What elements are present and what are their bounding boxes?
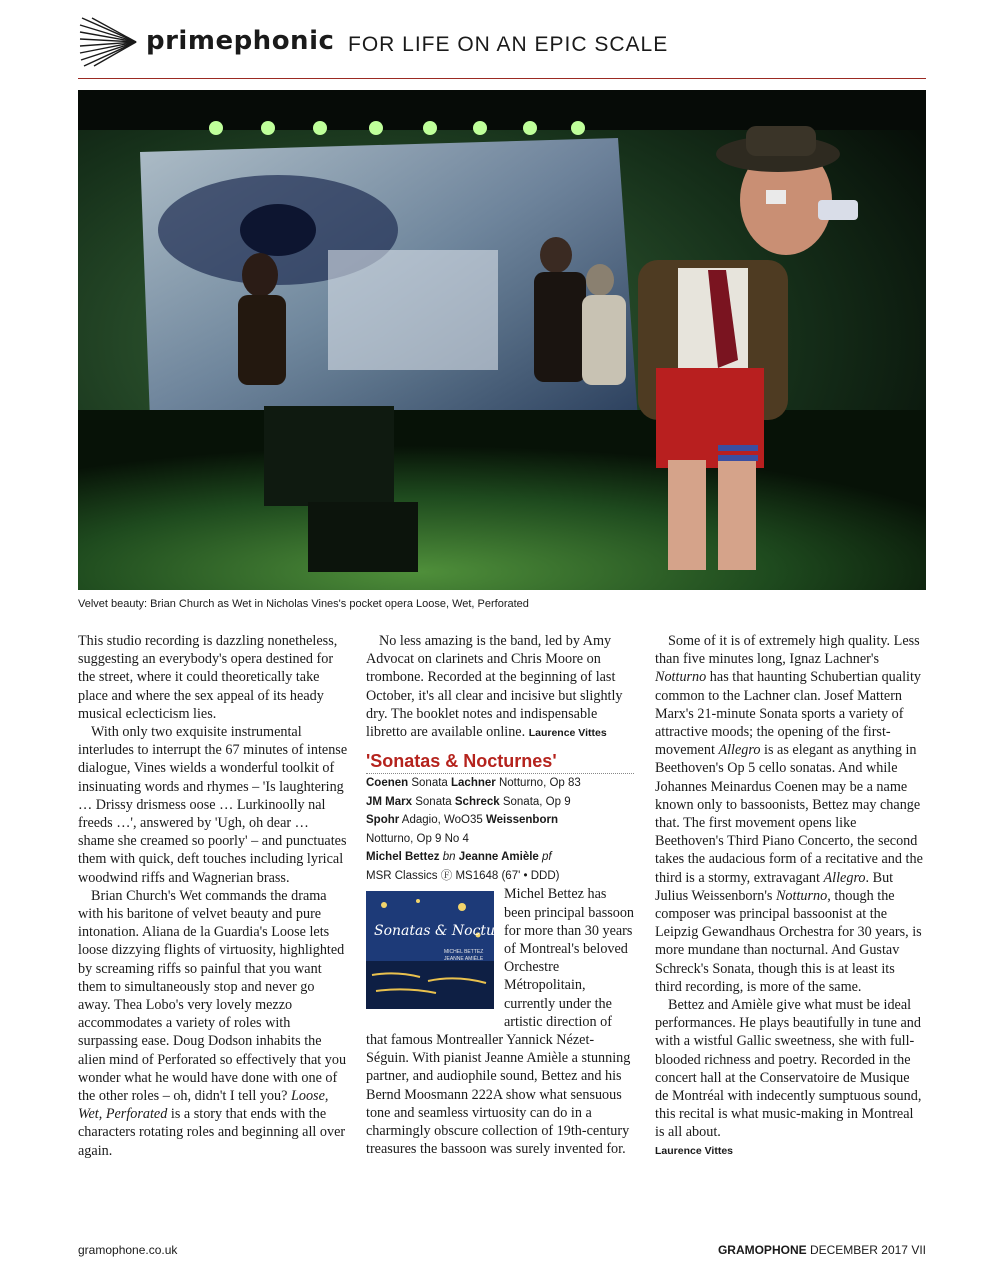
review-title: 'Sonatas & Nocturnes' (366, 752, 634, 774)
work-title: Allegro (823, 869, 866, 886)
paragraph: Michel Bettez has been principal bassoon for more than 30 years of Montreal's beloved Orchestre Métropolitain, currently under the artistic direction of that famous Montrealler Yannick Nézet-Séguin. With pianist Jeanne Amièle a stunning partner, and audiophile sound, Bettez and his Bernd Moosmann 222A show what sensuous tone and seamless virtuosity can do in a charmingly obscure collection of 19th-century treasures the bassoon was surely invented for. (366, 886, 635, 1158)
magazine-name: GRAMOPHONE (717, 1243, 807, 1257)
composer: Spohr (366, 814, 400, 827)
album-cover (366, 891, 527, 1009)
work-title: Notturno (775, 887, 828, 904)
performers-line (366, 848, 636, 867)
paragraph (78, 887, 348, 1160)
composer: Weissenborn (485, 814, 558, 827)
work-title: Allegro (718, 742, 761, 759)
photo-caption: Velvet beauty: Brian Church as Wet in Nicholas Vines's pocket opera Loose, Wet, Perforated (78, 598, 529, 610)
composer: Schreck (454, 795, 500, 808)
header-rule (78, 78, 926, 79)
article-column-3 (655, 632, 925, 1160)
primephonic-logo-icon (78, 16, 140, 68)
paragraph: Bettez and Amièle give what must be ideal performances. He plays beautifully in tune and with a wistful Gallic sweetness, she with full-blooded richness and poetry. Recorded in the concert hall at the Conservatoire de Musique de Montréal with indecently sumptuous sound, this recital is what music-making in Montreal is all about. (655, 997, 922, 1141)
work: Adagio, WoO35 (399, 814, 486, 827)
opera-title: Loose, Wet, Perforated (78, 1088, 329, 1123)
footer-issue (718, 1243, 926, 1257)
work: Sonata (408, 777, 452, 790)
masthead (78, 14, 926, 72)
paragraph-text: Brian Church's Wet commands the drama with his baritone of velvet beauty and pure intonation. Aliana de la Guardia's Loose lets loose dizzying flights of virtuosity, highlighted by screaming riffs so painful that you want them to simultaneously stop and never go away. Thea Lobo's very lovely mezzo accommodates a variety of roles with surpassing ease. Doug Dodson inhabits the alien mind of Perforated so effectively that you wonder what he would have done with one of the other roles – oh, didn't I tell you? (78, 887, 347, 1105)
paragraph: With only two exquisite instrumental interludes to interrupt the 67 minutes of intense dialogue, Vines wields a wonderful toolkit of insinuating words and rhymes – 'Is laughtering … Drissy drismess oose … Lurkinoolly nal freeds …', answered by 'Ugh, oh dear … shame she creamed so poorly' – and punctuates them with quick, deft touches including lyrical woodwind riffs and Wagnerian brass. (78, 724, 348, 886)
cover-title: Sonatas & Nocturnes (374, 923, 527, 940)
performer: Michel Bettez (366, 851, 440, 864)
paragraph: This studio recording is dazzling nonetheless, suggesting an everybody's opera destined for the street, where it could theoretically take place and where the sex appeal of its heady musical eclecticism lies. (78, 633, 338, 722)
instrument: pf (538, 851, 552, 864)
works-line: Notturno, Op 9 No 4 (366, 832, 469, 845)
works-line (366, 811, 636, 830)
paragraph-text: is as elegant as anything in Beethoven's Op 5 cello sonatas. And while Johannes Meinardus Coenen may be a name known only to bassoonists, Bettez may change that. The first movement opens like Beethoven's Third Piano Concerto, the second takes the audacious form of a recitative and the third is a stormy, extravagant (655, 742, 923, 886)
work-title: Notturno (655, 669, 707, 686)
work: Notturno, Op 83 (495, 777, 581, 790)
work: Sonata, Op 9 (499, 795, 571, 808)
paragraph (655, 632, 925, 996)
work: Sonata (412, 795, 455, 808)
works-line (366, 774, 636, 793)
brand-tagline: FOR LIFE ON AN EPIC SCALE (348, 33, 669, 56)
composer: Coenen (366, 777, 409, 790)
paragraph-text: Some of it is of extremely high quality. Less than five minutes long, Ignaz Lachner's (655, 633, 920, 668)
stage-photo-illustration (78, 90, 926, 590)
article-column-2 (366, 632, 636, 1158)
paragraph-text: is a story that ends with the characters rotating roles and beginning all over again. (78, 1106, 346, 1159)
composer: JM Marx (366, 795, 413, 808)
paragraph-text: has that haunting Schubertian quality common to the Lachner clan. Josef Mattern Marx's 21-minute Sonata sports a variety of attractive moods; the opening of the first-movement (655, 669, 921, 759)
works-line (366, 793, 636, 812)
paragraph (366, 632, 636, 742)
brand-name: primephonic (146, 26, 335, 56)
instrument: bn (439, 851, 459, 864)
performer: Jeanne Amièle (458, 851, 539, 864)
composer: Lachner (451, 777, 496, 790)
reviewer-signature: Laurence Vittes (655, 1144, 734, 1157)
footer-url: gramophone.co.uk (78, 1243, 178, 1257)
label-catalogue-line: MSR Classics Ⓕ MS1648 (67' • DDD) (366, 869, 560, 882)
issue-and-page: DECEMBER 2017 VII (806, 1243, 926, 1257)
stage-photo (78, 90, 926, 590)
paragraph-text: , though the composer was principal bassoonist at the Leipzig Gewandhaus Orchestra for 30 years, is more mundane than nocturnal. And Gustav Schreck's Sonata, though this is at least its third recording, is more of the same. (655, 887, 922, 995)
paragraph-text: . But Julius Weissenborn's (655, 869, 894, 904)
article-column-1 (78, 632, 348, 1160)
paragraph-text: No less amazing is the band, led by Amy Advocat on clarinets and Chris Moore on trombone. Recorded at the beginning of last October, it's all clear and incisive but slightly dry. The booklet notes and indispensable libretto are available online. (366, 633, 623, 741)
svg-text:MICHEL BETTEZ JEANNE A: MICHEL BETTEZ JEANNE AMIÈLE (444, 949, 484, 963)
reviewer-signature: Laurence Vittes (528, 727, 607, 740)
